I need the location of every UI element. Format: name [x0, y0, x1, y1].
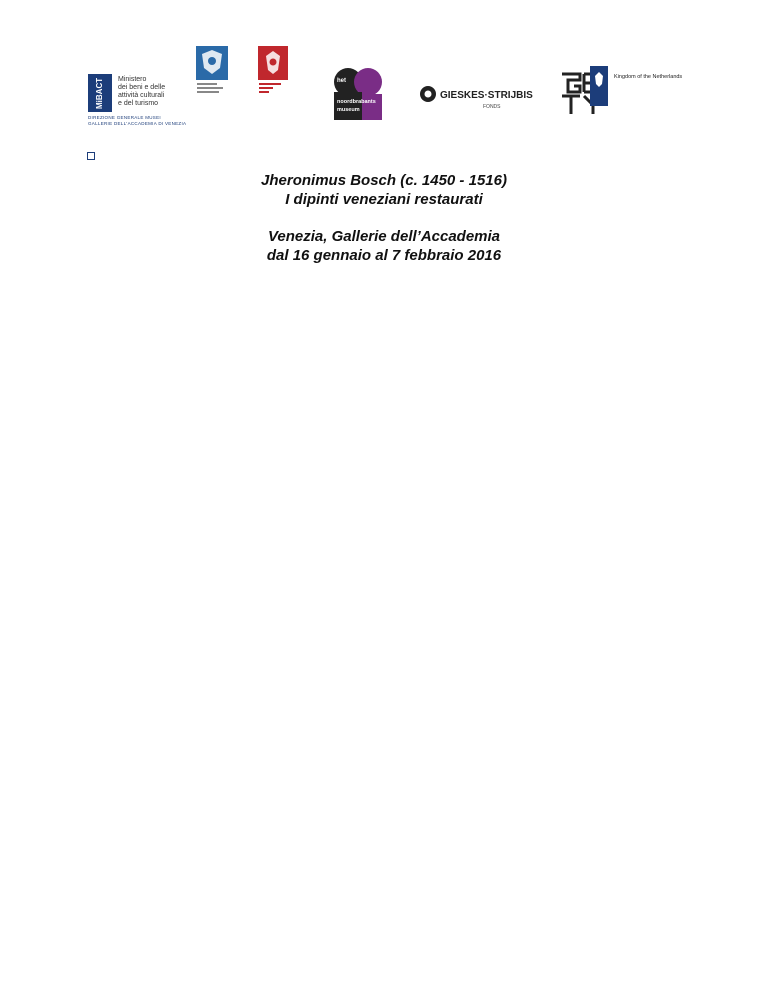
netherlands-text: Kingdom of the Netherlands [614, 74, 683, 80]
gieskes-sub: FONDS [483, 104, 501, 110]
logo-bar [88, 74, 708, 134]
title-line-2: I dipinti veneziani restaurati [285, 191, 483, 208]
title-line-3: Venezia, Gallerie dell’Accademia [267, 228, 501, 245]
mibac-name: Ministero dei beni e delle attività culturali e del turismo [118, 76, 166, 107]
title-line-4: dal 16 gennaio al 7 febbraio 2016 [266, 247, 502, 264]
bullet-marker [87, 152, 95, 160]
mibac-subtitle: DIREZIONE GENERALE MUSEI GALLERIE DELL'ACCADEMIA DI VENEZIA [88, 115, 187, 126]
title-line-1: Jheronimus Bosch (c. 1450 - 1516) [261, 172, 507, 189]
bosch-500-logo [258, 46, 288, 98]
bosch-research-logo [196, 46, 228, 98]
document-title [0, 171, 768, 209]
gieskes-text: GIESKES·STRIJBIS [440, 90, 533, 101]
gieskes-strijbis-logo [418, 82, 548, 112]
netherlands-logo [590, 66, 720, 106]
svg-text:noordbrabants: noordbrabants [337, 99, 376, 105]
noordbrabants-museum-logo [334, 68, 384, 120]
svg-text:het: het [337, 78, 346, 84]
svg-text:museum: museum [337, 107, 360, 113]
mibac-mark: MiBACT [88, 74, 112, 112]
mibac-logo [88, 74, 200, 130]
event-location-dates [0, 227, 768, 265]
